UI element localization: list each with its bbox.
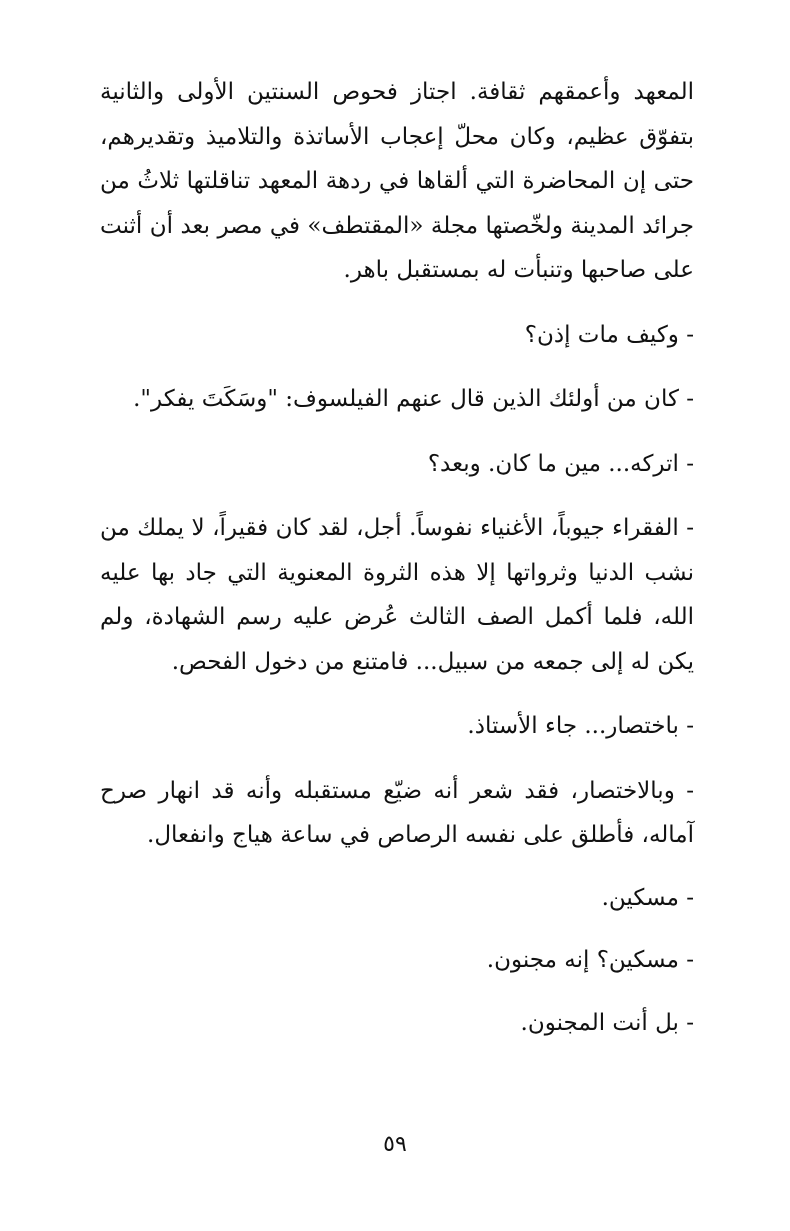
dialogue-line: - اتركه... مين ما كان. وبعد؟ <box>427 450 694 477</box>
dialogue-line: - وكيف مات إذن؟ <box>524 321 694 348</box>
dialogue-line: - باختصار... جاء الأستاذ. <box>467 713 694 739</box>
dialogue-line: - مسكين. <box>601 884 694 911</box>
dialogue-line: - بل أنت المجنون. <box>520 1009 694 1036</box>
page-body <box>100 70 694 1045</box>
paragraph-narration: المعهد وأعمقهم ثقافة. اجتاز فحوص السنتين الأولى والثانية بتفوّق عظيم، وكان محلّ إعجاب الأساتذة والتلاميذ وتقديرهم، حتى إن المحاضرة التي ألقاها في ردهة المعهد تناقلتها ثلاثُ من جرائد المدينة ولخّصتها مجلة «المقتطف» في مصر بعد أن أثنت على صاحبها وتنبأت له بمستقبل باهر. <box>100 79 694 283</box>
dialogue-line: - مسكين؟ إنه مجنون. <box>486 947 694 973</box>
dialogue-line: - وبالاختصار، فقد شعر أنه ضيّع مستقبله وأنه قد انهار صرح آماله، فأطلق على نفسه الرصاص في ساعة هياج وانفعال. <box>100 777 694 848</box>
dialogue-line: - الفقراء جيوباً، الأغنياء نفوساً. أجل، لقد كان فقيراً، لا يملك من نشب الدنيا وثرواتها إلا هذه الثروة المعنوية التي جاد بها عليه الله، فلما أكمل الصف الثالث عُرض عليه رسم الشهادة، ولم يكن له إلى جمعه من سبيل... فامتنع من دخول الفحص. <box>100 515 694 675</box>
page-number: ٥٩ <box>383 1132 407 1157</box>
dialogue-line: - كان من أولئك الذين قال عنهم الفيلسوف: "وسَكَتَ يفكر". <box>133 386 694 412</box>
